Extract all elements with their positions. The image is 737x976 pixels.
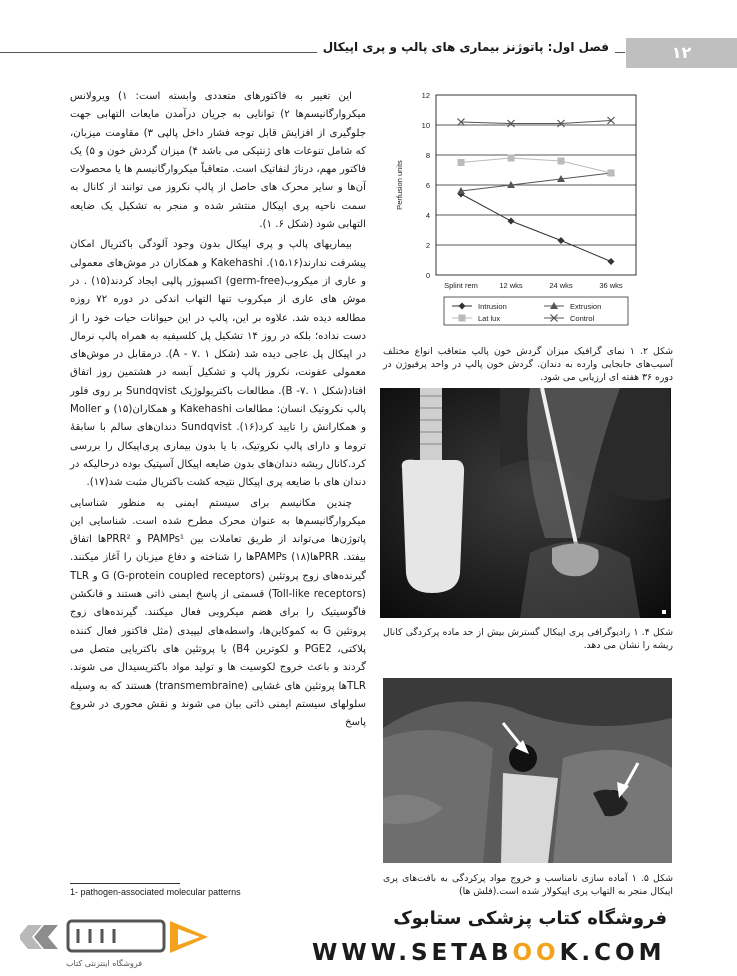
url-part-1: WWW.SETAB bbox=[312, 940, 513, 966]
data-point-lat-lux bbox=[508, 155, 515, 162]
shop-title: فروشگاه کتاب پزشکی ستابوک bbox=[393, 908, 667, 929]
paragraph-1: این تغییر به فاکتورهای متعددی وابسته است: ۱) ویرولانس میکروارگانیسم‌ها ۲) توانایی به جریان درآمدن مایعات التهابی جهت جلوگیری از افزایش قابل توجه فشار داخل پالپی ۳) مقاومت میزبان، که شامل تنوعات های ژنتیکی می باشد ۴) میزان گردش خون و ۵) یک فاکتور مهم، درناژ لنفاتیک است. متعاقباً میکروارگانیسم ها یا محصولات آن‌ها و سایر محرک های حاصل از پالپ نکروز می توانند از کانال به سمت ناحیه پری اپیکال منتشر شده و منجر به تشکیل یک ضایعه التهابی شود (شکل ۶. ۱). bbox=[70, 91, 366, 231]
page-number: ۱۲ bbox=[626, 38, 737, 68]
figure-2-caption: شکل ۲. ۱ نمای گرافیک میزان گردش خون پالپ متعاقب انواع مختلف آسیب‌های جابجایی وارده به دندان. گردش خون پالپ در واحد پرفیوژن در دوره ۳۶ هفته ای ارزیابی می شود. bbox=[383, 346, 673, 383]
data-point-lat-lux bbox=[608, 170, 615, 177]
legend-marker-lat-lux bbox=[459, 315, 466, 322]
y-tick-label: 8 bbox=[425, 151, 430, 160]
data-point-lat-lux bbox=[558, 158, 565, 165]
y-tick-label: 12 bbox=[421, 91, 430, 100]
series-line-extrusion bbox=[461, 173, 611, 191]
url-part-oo: OO bbox=[512, 940, 560, 966]
x-tick-label: Splint rem bbox=[444, 281, 478, 290]
series-line-intrusion bbox=[461, 194, 611, 262]
figure-5-caption: شکل ۵. ۱ آماده سازی نامناسب و خروج مواد پرکردگی به بافت‌های پری اپیکال منجر به التهاب پری اپیکولار شده است.(فلش ها) bbox=[383, 873, 673, 897]
legend-label-control: Control bbox=[570, 314, 595, 323]
series-line-control bbox=[461, 121, 611, 124]
chapter-title: فصل اول: پاتوژنز بیماری های پالپ و پری اپیکال bbox=[317, 40, 615, 54]
shop-url[interactable] bbox=[312, 940, 665, 966]
url-part-2: K.COM bbox=[559, 940, 666, 966]
legend-label-intrusion: Intrusion bbox=[478, 302, 507, 311]
y-tick-label: 0 bbox=[425, 271, 430, 280]
perfusion-chart bbox=[388, 85, 650, 335]
figure-4-caption: شکل ۴. ۱ رادیوگرافی پری اپیکال گسترش بیش از حد ماده پرکردگی کانال ریشه را نشان می دهد. bbox=[383, 627, 673, 651]
y-axis-label: Perfusion units bbox=[395, 160, 404, 210]
series-line-lat-lux bbox=[461, 158, 611, 173]
x-tick-label: 36 wks bbox=[599, 281, 623, 290]
paragraph-3: چندین مکانیسم برای سیستم ایمنی به منظور شناسایی میکروارگانیسم‌ها به عنوان محرک مطرح شده است. شناسایی این پاتوژن‌ها می‌تواند از طریق تعاملات بین PAMPs¹ و PRR²ها اتفاق بیفتد. PRRها(۱۸) PAMPsها را شناخته و دفاع میزبان را آغاز میکنند. گیرنده‌های زوج پروتئین G (G-protein coupled receptors) و TLR (Toll-like receptors) قسمتی از پاسخ ایمنی ذاتی هستند و فانکشن فاگوسیتیک را برای هضم میکروبی فعال میکنند. گیرنده‌های زوج پروتئین G به کموکاین‌ها، واسطه‌های لیپیدی (مثل فاکتور فعال کننده پلاکتی، PGE2 و لکوترین B4) یا پروتئین های باکتریایی متصل می گردند و باعث خروج لکوسیت ها و تولید مواد باکتریسیدال می شوند. TLRها پروتئین های غشایی (transmembraine) هستند که به وسیله سلولهای سیستم ایمنی ذاتی بیان می شوند و نقش محوری در شروع پاسخ bbox=[70, 497, 366, 729]
x-tick-label: 24 wks bbox=[549, 281, 573, 290]
legend-label-lat-lux: Lat lux bbox=[478, 314, 501, 323]
radiograph-image bbox=[380, 388, 671, 618]
body-text bbox=[70, 88, 366, 734]
y-tick-label: 10 bbox=[421, 121, 430, 130]
data-point-lat-lux bbox=[458, 159, 465, 166]
y-tick-label: 2 bbox=[425, 241, 430, 250]
y-tick-label: 4 bbox=[425, 211, 430, 220]
data-point-intrusion bbox=[608, 258, 615, 265]
y-tick-label: 6 bbox=[425, 181, 430, 190]
histology-image bbox=[383, 678, 672, 863]
legend-label-extrusion: Extrusion bbox=[570, 302, 602, 311]
footnote: 1- pathogen-associated molecular patterns bbox=[70, 887, 241, 897]
paragraph-2: بیماریهای پالپ و پری اپیکال بدون وجود آلودگی باکتریال امکان پیشرفت ندارند(۱۵،۱۶). Kakehashi و همکاران در موش‌های معمولی و عاری از میکروب(germ-free) اکسپوژر پالپی ایجاد کردند(۱۵) . در موش های عاری از میکروب تنها التهاب اندکی در دوره ۷۲ روزه مطالعه دیده شد. علاوه بر این، پالپ در این حیوانات حیات خود را از دست نداده؛ بلکه در روز ۱۴ تشکیل پل کلسیفیه به همراه پالپ نرمال در اپیکال پل عاجی دیده شد (شکل A - ۷. ۱). درمقابل در موش‌های معمولی عفونت، نکروز پالپ و تشکیل آبسه در هشتمین روز اتفاق افتاد(شکل B -۷. ۱). مطالعات باکتریولوژیک Sundqvist بر روی فلور پالپ نکروتیک انسان: مطالعات Kakehashi و همکاران(۱۵) و Moller و همکارانش را تایید کرد(۱۶). Sundqvist دندان‌های سالم با سابقهٔ تروما و دارای پالپ نکروتیک، با یا بدون بیماری پری‌اپیکال را بررسی کرد.کانال ریشه دندان‌های بدون ضایعه اپیکال آسپتیک بوده درحالیکه در دندان های با ضایعه پری اپیکال نتیجه کشت باکتریال مثبت شد(۱۷). bbox=[70, 239, 366, 489]
data-point-intrusion bbox=[558, 237, 565, 244]
footnote-rule bbox=[70, 883, 180, 884]
data-point-intrusion bbox=[508, 218, 515, 225]
logo-subtext: فروشگاه اینترنتی کتاب bbox=[66, 959, 143, 968]
x-tick-label: 12 wks bbox=[499, 281, 523, 290]
